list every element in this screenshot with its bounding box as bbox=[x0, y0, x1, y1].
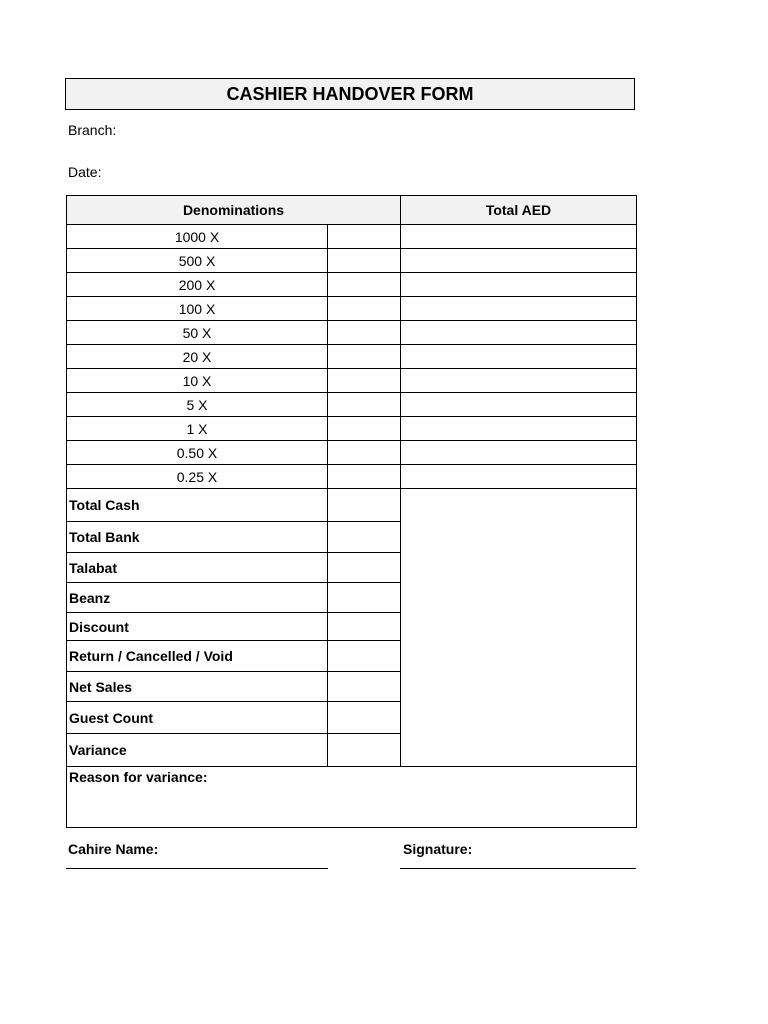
denomination-count-cell[interactable] bbox=[328, 249, 401, 273]
summary-value-cell[interactable] bbox=[328, 702, 401, 734]
summary-value-cell[interactable] bbox=[328, 553, 401, 583]
summary-value-cell[interactable] bbox=[328, 641, 401, 672]
summary-value-cell[interactable] bbox=[328, 672, 401, 702]
header-denominations: Denominations bbox=[67, 196, 401, 225]
denomination-row bbox=[67, 465, 637, 489]
denomination-count-cell[interactable] bbox=[328, 441, 401, 465]
summary-label: Beanz bbox=[67, 583, 328, 613]
handover-table bbox=[66, 195, 637, 828]
summary-label: Discount bbox=[67, 613, 328, 641]
denomination-row bbox=[67, 297, 637, 321]
summary-value-cell[interactable] bbox=[328, 522, 401, 553]
denomination-row bbox=[67, 369, 637, 393]
denomination-row bbox=[67, 249, 637, 273]
summary-label: Talabat bbox=[67, 553, 328, 583]
denomination-row bbox=[67, 225, 637, 249]
denomination-total-cell[interactable] bbox=[401, 321, 637, 345]
form-title: CASHIER HANDOVER FORM bbox=[65, 78, 635, 110]
denomination-label: 500 X bbox=[67, 249, 328, 273]
denomination-count-cell[interactable] bbox=[328, 465, 401, 489]
denomination-label: 0.25 X bbox=[67, 465, 328, 489]
summary-value-cell[interactable] bbox=[328, 489, 401, 522]
denomination-label: 5 X bbox=[67, 393, 328, 417]
denomination-count-cell[interactable] bbox=[328, 369, 401, 393]
denomination-total-cell[interactable] bbox=[401, 465, 637, 489]
summary-value-cell[interactable] bbox=[328, 583, 401, 613]
denomination-total-cell[interactable] bbox=[401, 393, 637, 417]
denomination-total-cell[interactable] bbox=[401, 417, 637, 441]
denomination-label: 1 X bbox=[67, 417, 328, 441]
denomination-total-cell[interactable] bbox=[401, 369, 637, 393]
denomination-count-cell[interactable] bbox=[328, 225, 401, 249]
summary-label: Variance bbox=[67, 734, 328, 767]
denomination-total-cell[interactable] bbox=[401, 249, 637, 273]
cashier-name-label: Cahire Name: bbox=[68, 841, 159, 857]
denomination-label: 20 X bbox=[67, 345, 328, 369]
denomination-count-cell[interactable] bbox=[328, 393, 401, 417]
summary-value-cell[interactable] bbox=[328, 613, 401, 641]
reason-row bbox=[67, 767, 637, 828]
signature-line[interactable] bbox=[400, 868, 636, 869]
denomination-row bbox=[67, 393, 637, 417]
denomination-count-cell[interactable] bbox=[328, 417, 401, 441]
summary-label: Guest Count bbox=[67, 702, 328, 734]
reason-for-variance[interactable]: Reason for variance: bbox=[67, 767, 637, 828]
denomination-count-cell[interactable] bbox=[328, 297, 401, 321]
branch-label: Branch: bbox=[68, 122, 117, 138]
denomination-total-cell[interactable] bbox=[401, 273, 637, 297]
summary-label: Total Cash bbox=[67, 489, 328, 522]
denomination-row bbox=[67, 441, 637, 465]
denomination-row bbox=[67, 321, 637, 345]
denomination-total-cell[interactable] bbox=[401, 345, 637, 369]
denomination-count-cell[interactable] bbox=[328, 345, 401, 369]
signature-label: Signature: bbox=[403, 841, 473, 857]
denomination-row bbox=[67, 417, 637, 441]
denomination-label: 0.50 X bbox=[67, 441, 328, 465]
denomination-total-cell[interactable] bbox=[401, 297, 637, 321]
summary-notes-cell[interactable] bbox=[401, 489, 637, 767]
denomination-count-cell[interactable] bbox=[328, 321, 401, 345]
denomination-row bbox=[67, 273, 637, 297]
cashier-name-line[interactable] bbox=[66, 868, 328, 869]
denomination-label: 1000 X bbox=[67, 225, 328, 249]
date-label: Date: bbox=[68, 164, 102, 180]
summary-label: Net Sales bbox=[67, 672, 328, 702]
denomination-total-cell[interactable] bbox=[401, 441, 637, 465]
denomination-label: 200 X bbox=[67, 273, 328, 297]
denomination-label: 10 X bbox=[67, 369, 328, 393]
denomination-label: 50 X bbox=[67, 321, 328, 345]
denomination-row bbox=[67, 345, 637, 369]
summary-row bbox=[67, 489, 637, 522]
denomination-count-cell[interactable] bbox=[328, 273, 401, 297]
summary-label: Total Bank bbox=[67, 522, 328, 553]
summary-value-cell[interactable] bbox=[328, 734, 401, 767]
denomination-total-cell[interactable] bbox=[401, 225, 637, 249]
header-total-aed: Total AED bbox=[401, 196, 637, 225]
summary-label: Return / Cancelled / Void bbox=[67, 641, 328, 672]
denomination-label: 100 X bbox=[67, 297, 328, 321]
